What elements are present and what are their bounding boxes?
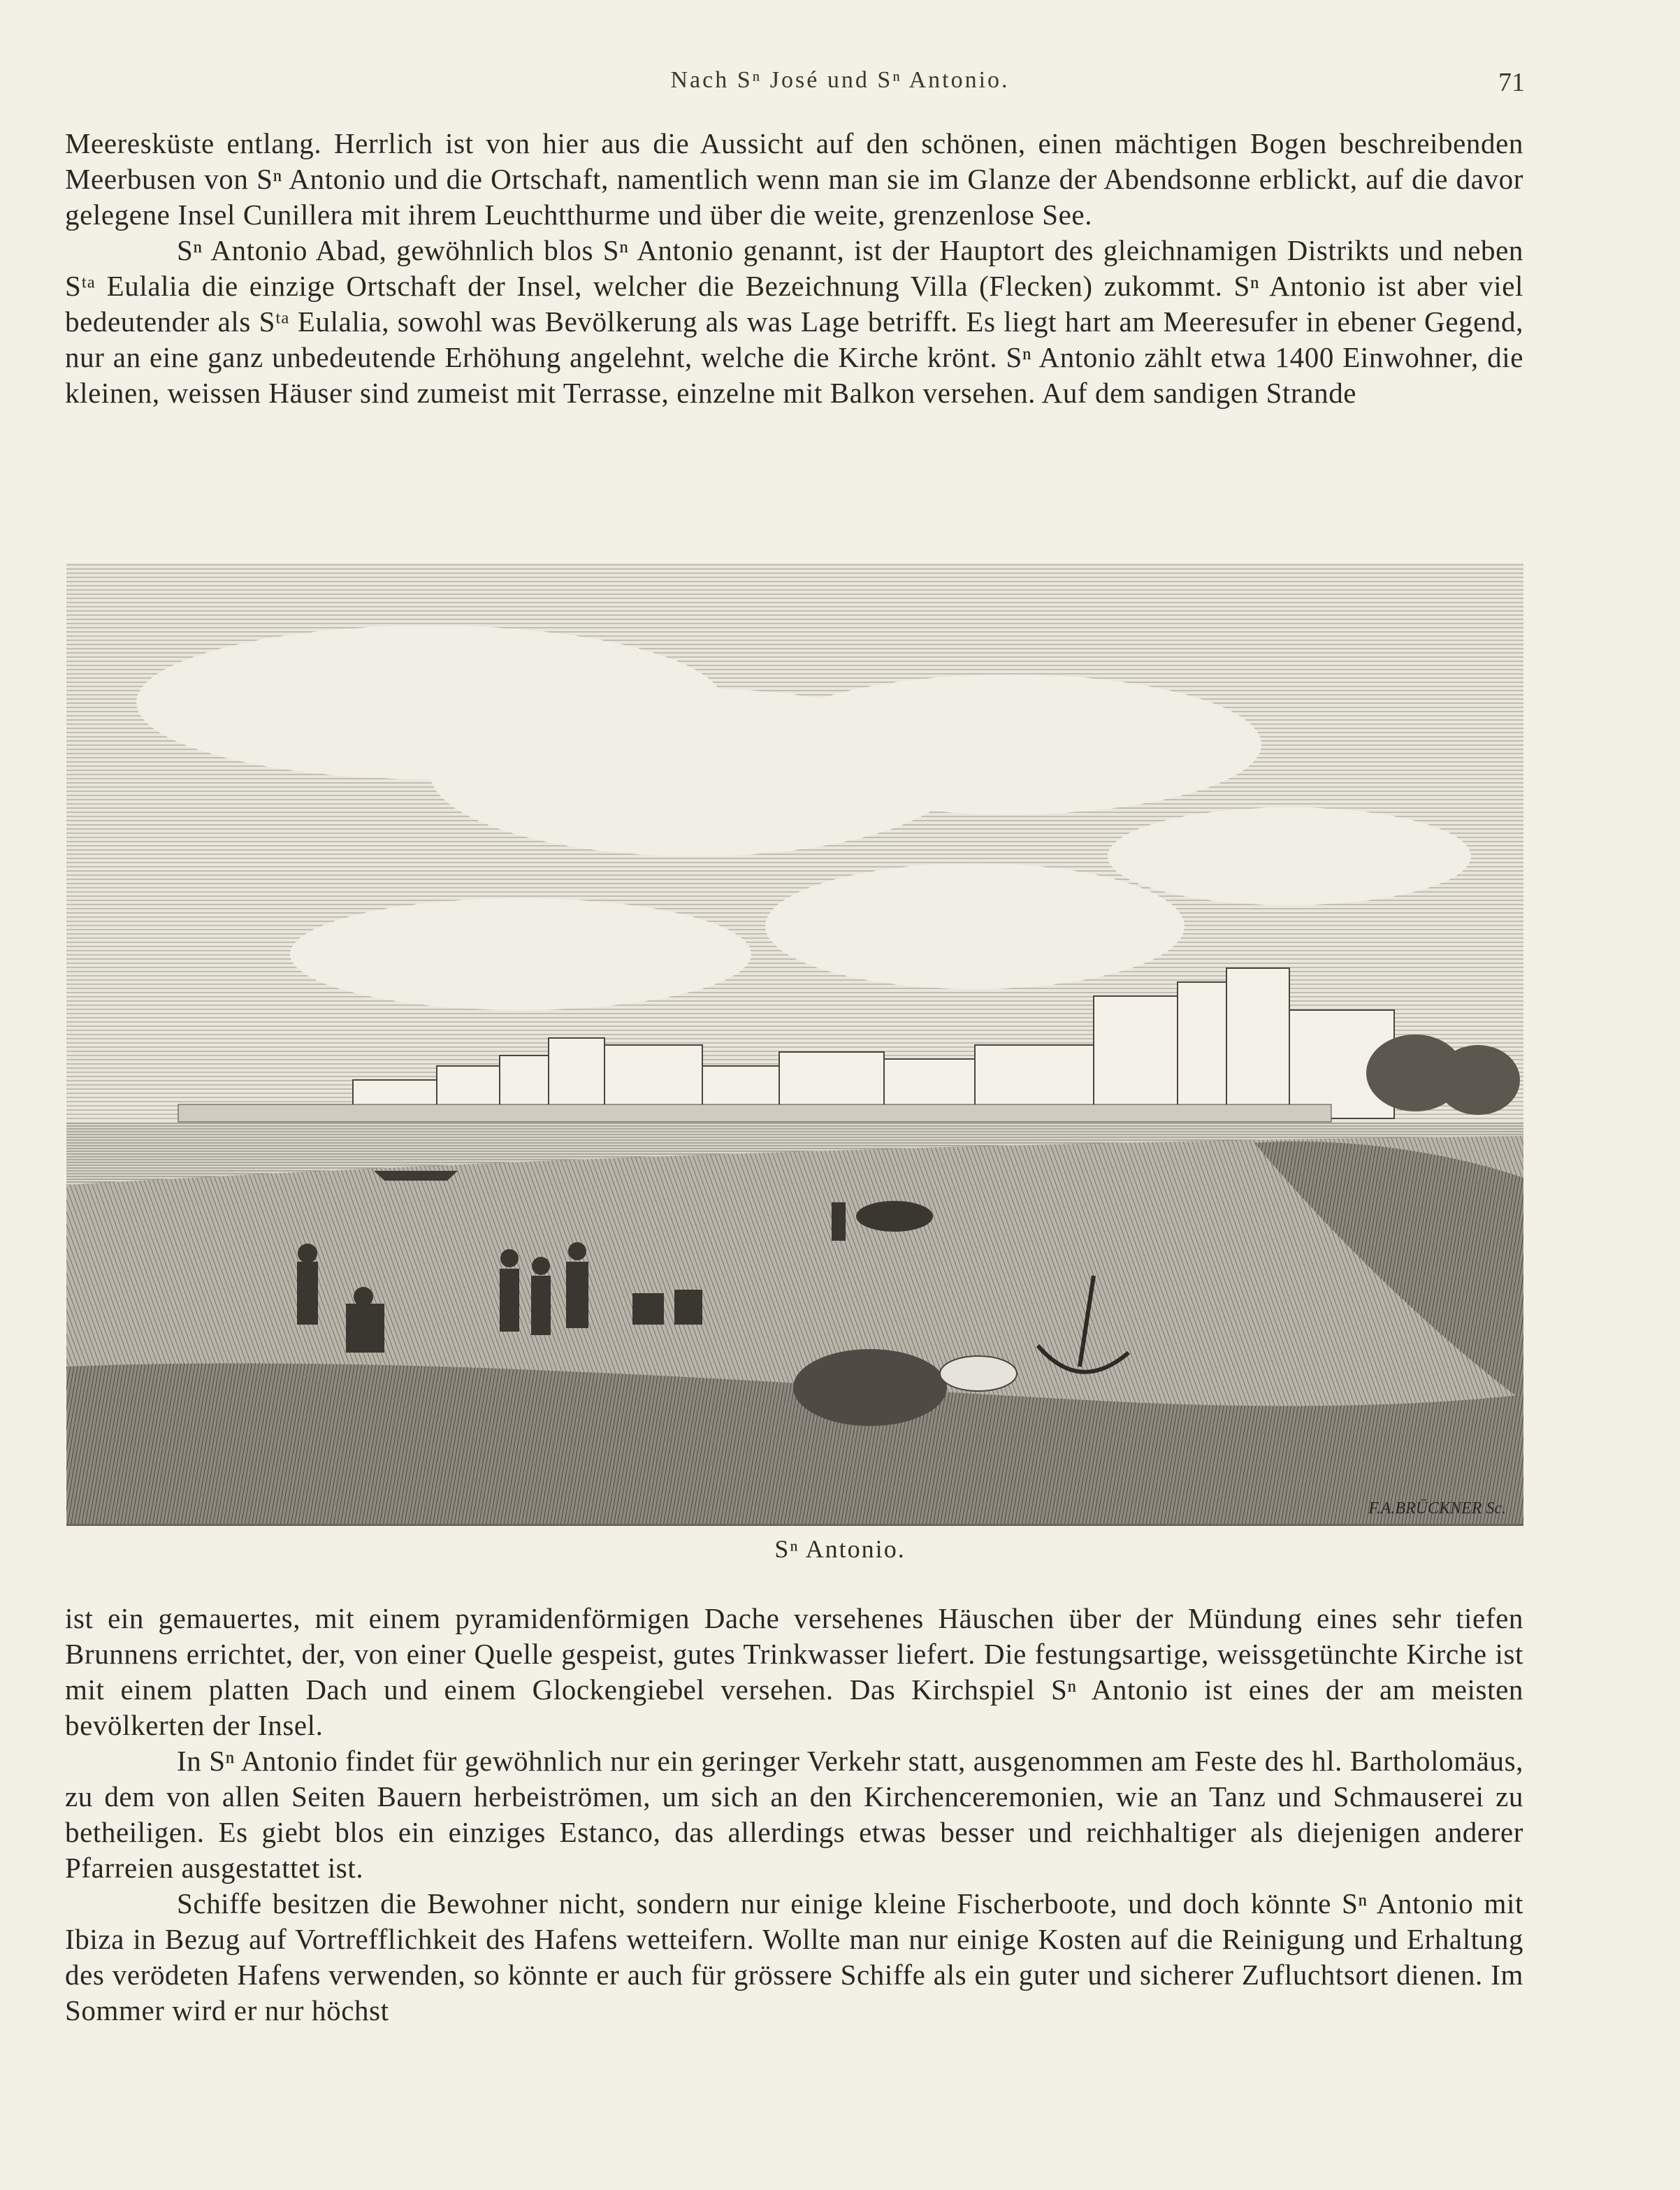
engraving-illustration xyxy=(66,563,1523,1526)
paragraph: Meeresküste entlang. Herrlich ist von hier aus die Aussicht auf den schönen, einen mächtigen Bogen beschreibenden Meerbusen von Sⁿ Antonio und die Ortschaft, namentlich wenn man sie im Glanze der Abendsonne erblickt, auf die davor gelegene Insel Cunillera mit ihrem Leuchtthurme und über die weite, grenzenlose See. xyxy=(65,127,1523,231)
sack xyxy=(940,1356,1017,1391)
text-block-top xyxy=(65,126,1523,411)
paragraph: ist ein gemauertes, mit einem pyramidenförmigen Dache versehenes Häuschen über der Mündung eines sehr tiefen Brunnens errichtet, der, von einer Quelle gespeist, gutes Trinkwasser liefert. Die festungsartige, weissgetünchte Kirche ist mit einem platten Dach und einem Glockengiebel versehen. Das Kirchspiel Sⁿ Antonio ist eines der am meisten bevölkerten der Insel. xyxy=(65,1602,1523,1741)
engraving-svg xyxy=(66,563,1523,1524)
text-block-bottom xyxy=(65,1601,1523,2029)
paragraph: In Sⁿ Antonio findet für gewöhnlich nur ein geringer Verkehr statt, ausgenommen am Feste des hl. Bartholomäus, zu dem von allen Seiten Bauern herbeiströmen, um sich an den Kirchenceremonien, wie an Tanz und Schmauserei zu betheiligen. Es giebt blos ein einziges Estanco, das allerdings etwas besser und reichhaltiger als diejenigen anderer Pfarreien ausgestattet ist. xyxy=(65,1745,1523,1884)
shoreline-wall xyxy=(178,1104,1331,1122)
paragraph: Sⁿ Antonio Abad, gewöhnlich blos Sⁿ Antonio genannt, ist der Hauptort des gleichnamigen Distrikts und neben Sᵗᵃ Eulalia die einzige Ortschaft der Insel, welcher die Bezeichnung Villa (Flecken) zukommt. Sⁿ Antonio ist aber viel bedeutender als Sᵗᵃ Eulalia, sowohl was Bevölkerung als was Lage betrifft. Es liegt hart am Meeresufer in ebener Gegend, nur an eine ganz unbedeutende Erhöhung angelehnt, welche die Kirche krönt. Sⁿ Antonio zählt etwa 1400 Einwohner, die kleinen, weissen Häuser sind zumeist mit Terrasse, einzelne mit Balkon versehen. Auf dem sandigen Strande xyxy=(65,234,1523,409)
engraver-signature: F.A.BRÜCKNER Sc. xyxy=(1368,1499,1506,1518)
running-head: Nach Sⁿ José und Sⁿ Antonio. xyxy=(670,67,1010,93)
basket xyxy=(793,1349,947,1426)
page-number: 71 xyxy=(1498,68,1525,97)
paragraph: Schiffe besitzen die Bewohner nicht, sondern nur einige kleine Fischerboote, und doch könnte Sⁿ Antonio mit Ibiza in Bezug auf Vortrefflichkeit des Hafens wetteifern. Wollte man nur einige Kosten auf die Reinigung und Erhaltung des verödeten Hafens verwenden, so könnte er auch für grössere Schiffe als ein guter und sicherer Zufluchtsort dienen. Im Sommer wird er nur höchst xyxy=(65,1887,1523,2026)
figure-caption: Sⁿ Antonio. xyxy=(774,1535,906,1563)
boat xyxy=(374,1171,458,1181)
page-header xyxy=(0,67,1680,102)
